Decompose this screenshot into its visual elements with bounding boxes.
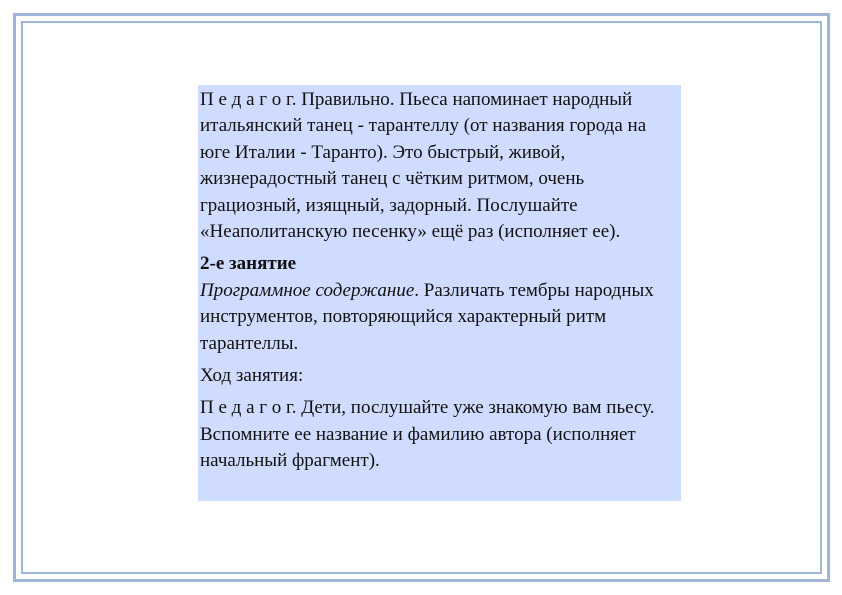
speaker-label: П е д а г о г. [200, 397, 297, 419]
program-content [200, 278, 677, 357]
program-text: . Различать тембры народных инструментов, повторяющийся характерный ритм тарантеллы. [200, 279, 654, 354]
paragraph-teacher-2 [200, 395, 677, 474]
speaker-label: П е д а г о г. [200, 89, 297, 110]
slide-text-box [198, 85, 681, 501]
paragraph-text: Правильно. Пьеса напоминает народный итальянский танец - тарантеллу (от названия города на юге Италии - Таранто). Это быстрый, живой, жизнерадостный танец с чётким ритмом, очень грациозный, изящный, задорный. Послушайте «Неаполитанскую песенку» ещё раз (исполняет ее). [200, 89, 647, 243]
program-label: Программное содержание [200, 279, 415, 301]
paragraph-text: Дети, послушайте уже знакомую вам пьесу. Вспомните ее название и фамилию автора (исполняет начальный фрагмент). [200, 397, 655, 472]
paragraph-teacher-1 [200, 87, 677, 245]
course-label: Ход занятия: [200, 365, 304, 387]
lesson-heading: 2-е занятие [200, 253, 297, 275]
